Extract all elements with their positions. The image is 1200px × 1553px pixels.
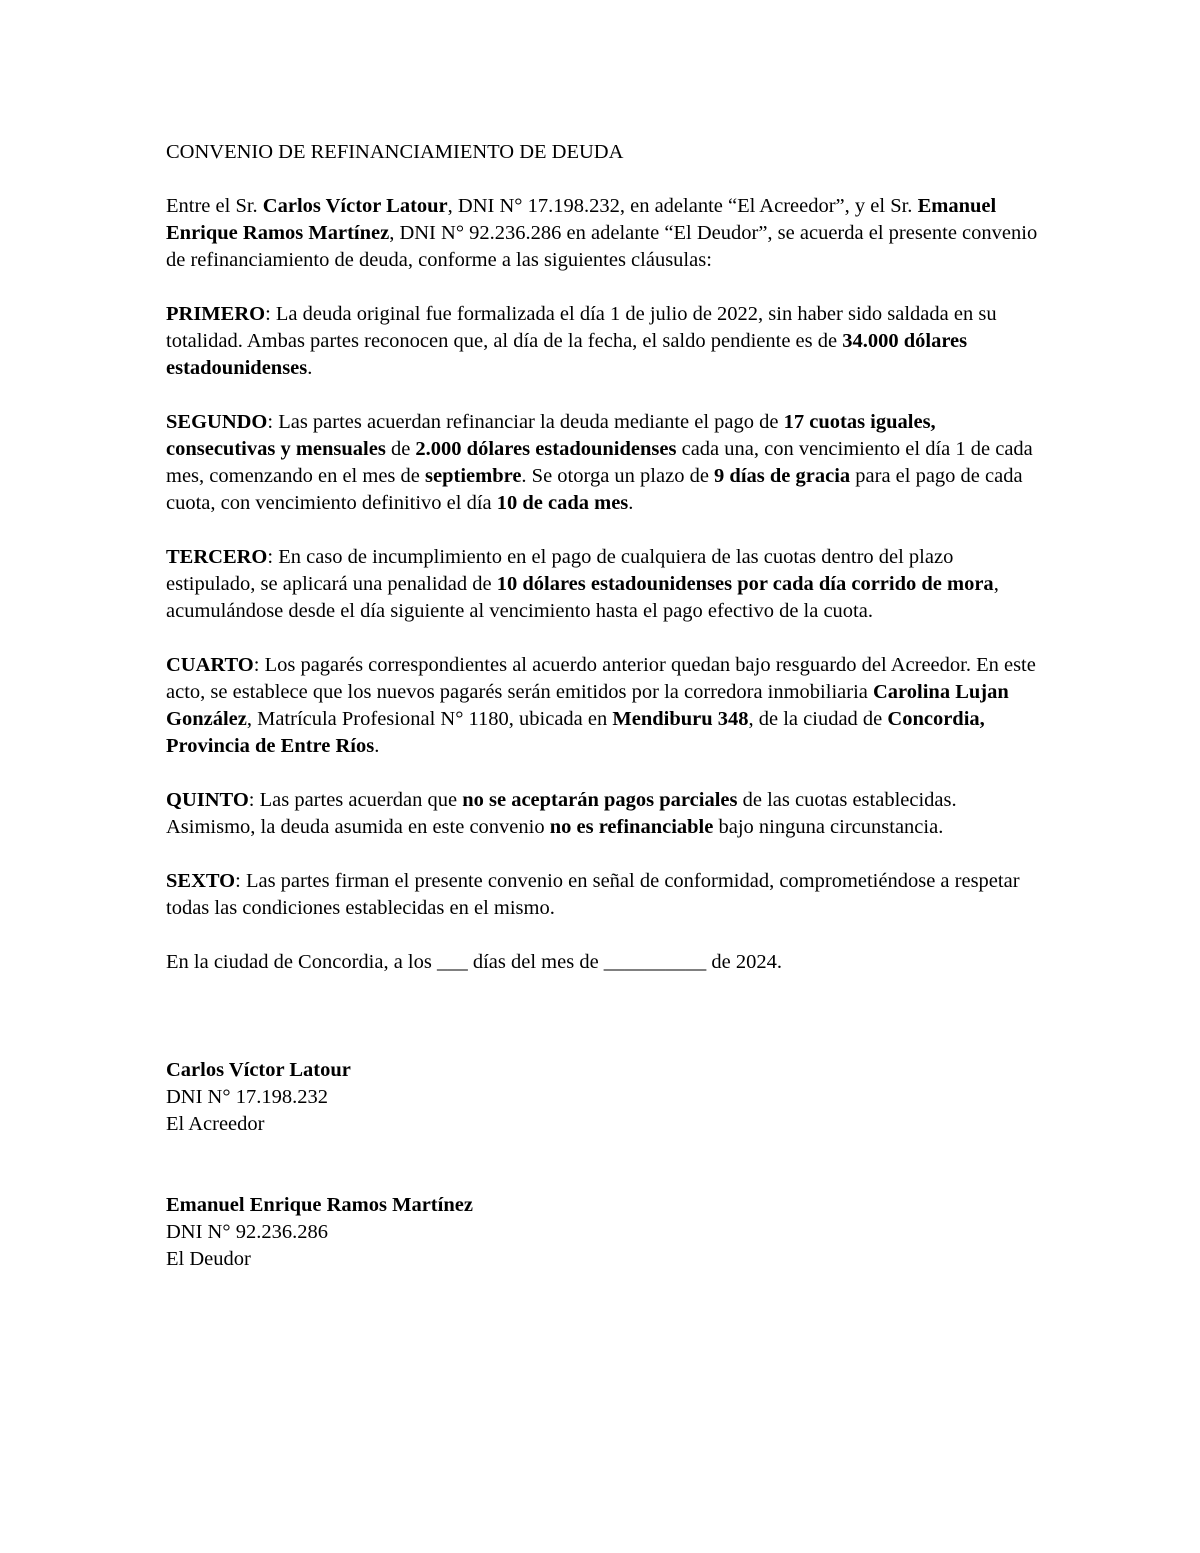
clause-label: SEXTO: [166, 870, 236, 892]
clause-tercero: TERCERO: En caso de incumplimiento en el pago de cualquiera de las cuotas dentro del plazo estipulado, se aplicará una penalidad de 10 dólares estadounidenses por cada día corrido de mora, acumulándose desde el día siguiente al vencimiento hasta el pago efectivo de la cuota.: [166, 546, 999, 622]
date-line: En la ciudad de Concordia, a los ___ días del mes de __________ de 2024.: [166, 951, 783, 973]
clause-label: SEGUNDO: [166, 411, 268, 433]
clause-primero: PRIMERO: La deuda original fue formalizada el día 1 de julio de 2022, sin haber sido saldada en su totalidad. Ambas partes reconocen que, al día de la fecha, el saldo pendiente es de 34.000 dólares estadounidenses.: [166, 303, 997, 379]
document-page: [166, 139, 1046, 1327]
clause-label: CUARTO: [166, 654, 254, 676]
document-title: CONVENIO DE REFINANCIAMIENTO DE DEUDA: [166, 141, 624, 163]
signature-name: Carlos Víctor Latour: [166, 1059, 351, 1081]
acreedor-name: Carlos Víctor Latour: [262, 195, 448, 217]
signature-role: El Acreedor: [166, 1113, 265, 1135]
clause-sexto: SEXTO: Las partes firman el presente convenio en señal de conformidad, comprometiéndose a respetar todas las condiciones establecidas en el mismo.: [166, 870, 1020, 919]
signature-role: El Deudor: [166, 1248, 251, 1270]
clause-label: QUINTO: [166, 789, 249, 811]
clause-quinto: QUINTO: Las partes acuerdan que no se aceptarán pagos parciales de las cuotas establecidas. Asimismo, la deuda asumida en este convenio no es refinanciable bajo ninguna circunstancia.: [166, 789, 957, 838]
clause-cuarto: CUARTO: Los pagarés correspondientes al acuerdo anterior quedan bajo resguardo del Acreedor. En este acto, se establece que los nuevos pagarés serán emitidos por la corredora inmobiliaria Carolina Lujan González, Matrícula Profesional N° 1180, ubicada en Mendiburu 348, de la ciudad de Concordia, Provincia de Entre Ríos.: [166, 654, 1036, 757]
intro-paragraph: Entre el Sr. Carlos Víctor Latour, DNI N° 17.198.232, en adelante “El Acreedor”, y el Sr. Emanuel Enrique Ramos Martínez, DNI N° 92.236.286 en adelante “El Deudor”, se acuerda el presente convenio de refinanciamiento de deuda, conforme a las siguientes cláusulas:: [166, 195, 1038, 271]
signature-dni: DNI N° 92.236.286: [166, 1221, 328, 1243]
signature-block-deudor: [166, 1192, 1046, 1273]
clause-segundo: SEGUNDO: Las partes acuerdan refinanciar la deuda mediante el pago de 17 cuotas iguales, consecutivas y mensuales de 2.000 dólares estadounidenses cada una, con vencimiento el día 1 de cada mes, comenzando en el mes de septiembre. Se otorga un plazo de 9 días de gracia para el pago de cada cuota, con vencimiento definitivo el día 10 de cada mes.: [166, 411, 1033, 514]
signature-block-acreedor: [166, 1057, 1046, 1138]
clause-label: TERCERO: [166, 546, 268, 568]
signature-dni: DNI N° 17.198.232: [166, 1086, 328, 1108]
signature-name: Emanuel Enrique Ramos Martínez: [166, 1194, 473, 1216]
clause-label: PRIMERO: [166, 303, 266, 325]
deudor-name: Emanuel Enrique Ramos Martínez: [166, 195, 997, 244]
